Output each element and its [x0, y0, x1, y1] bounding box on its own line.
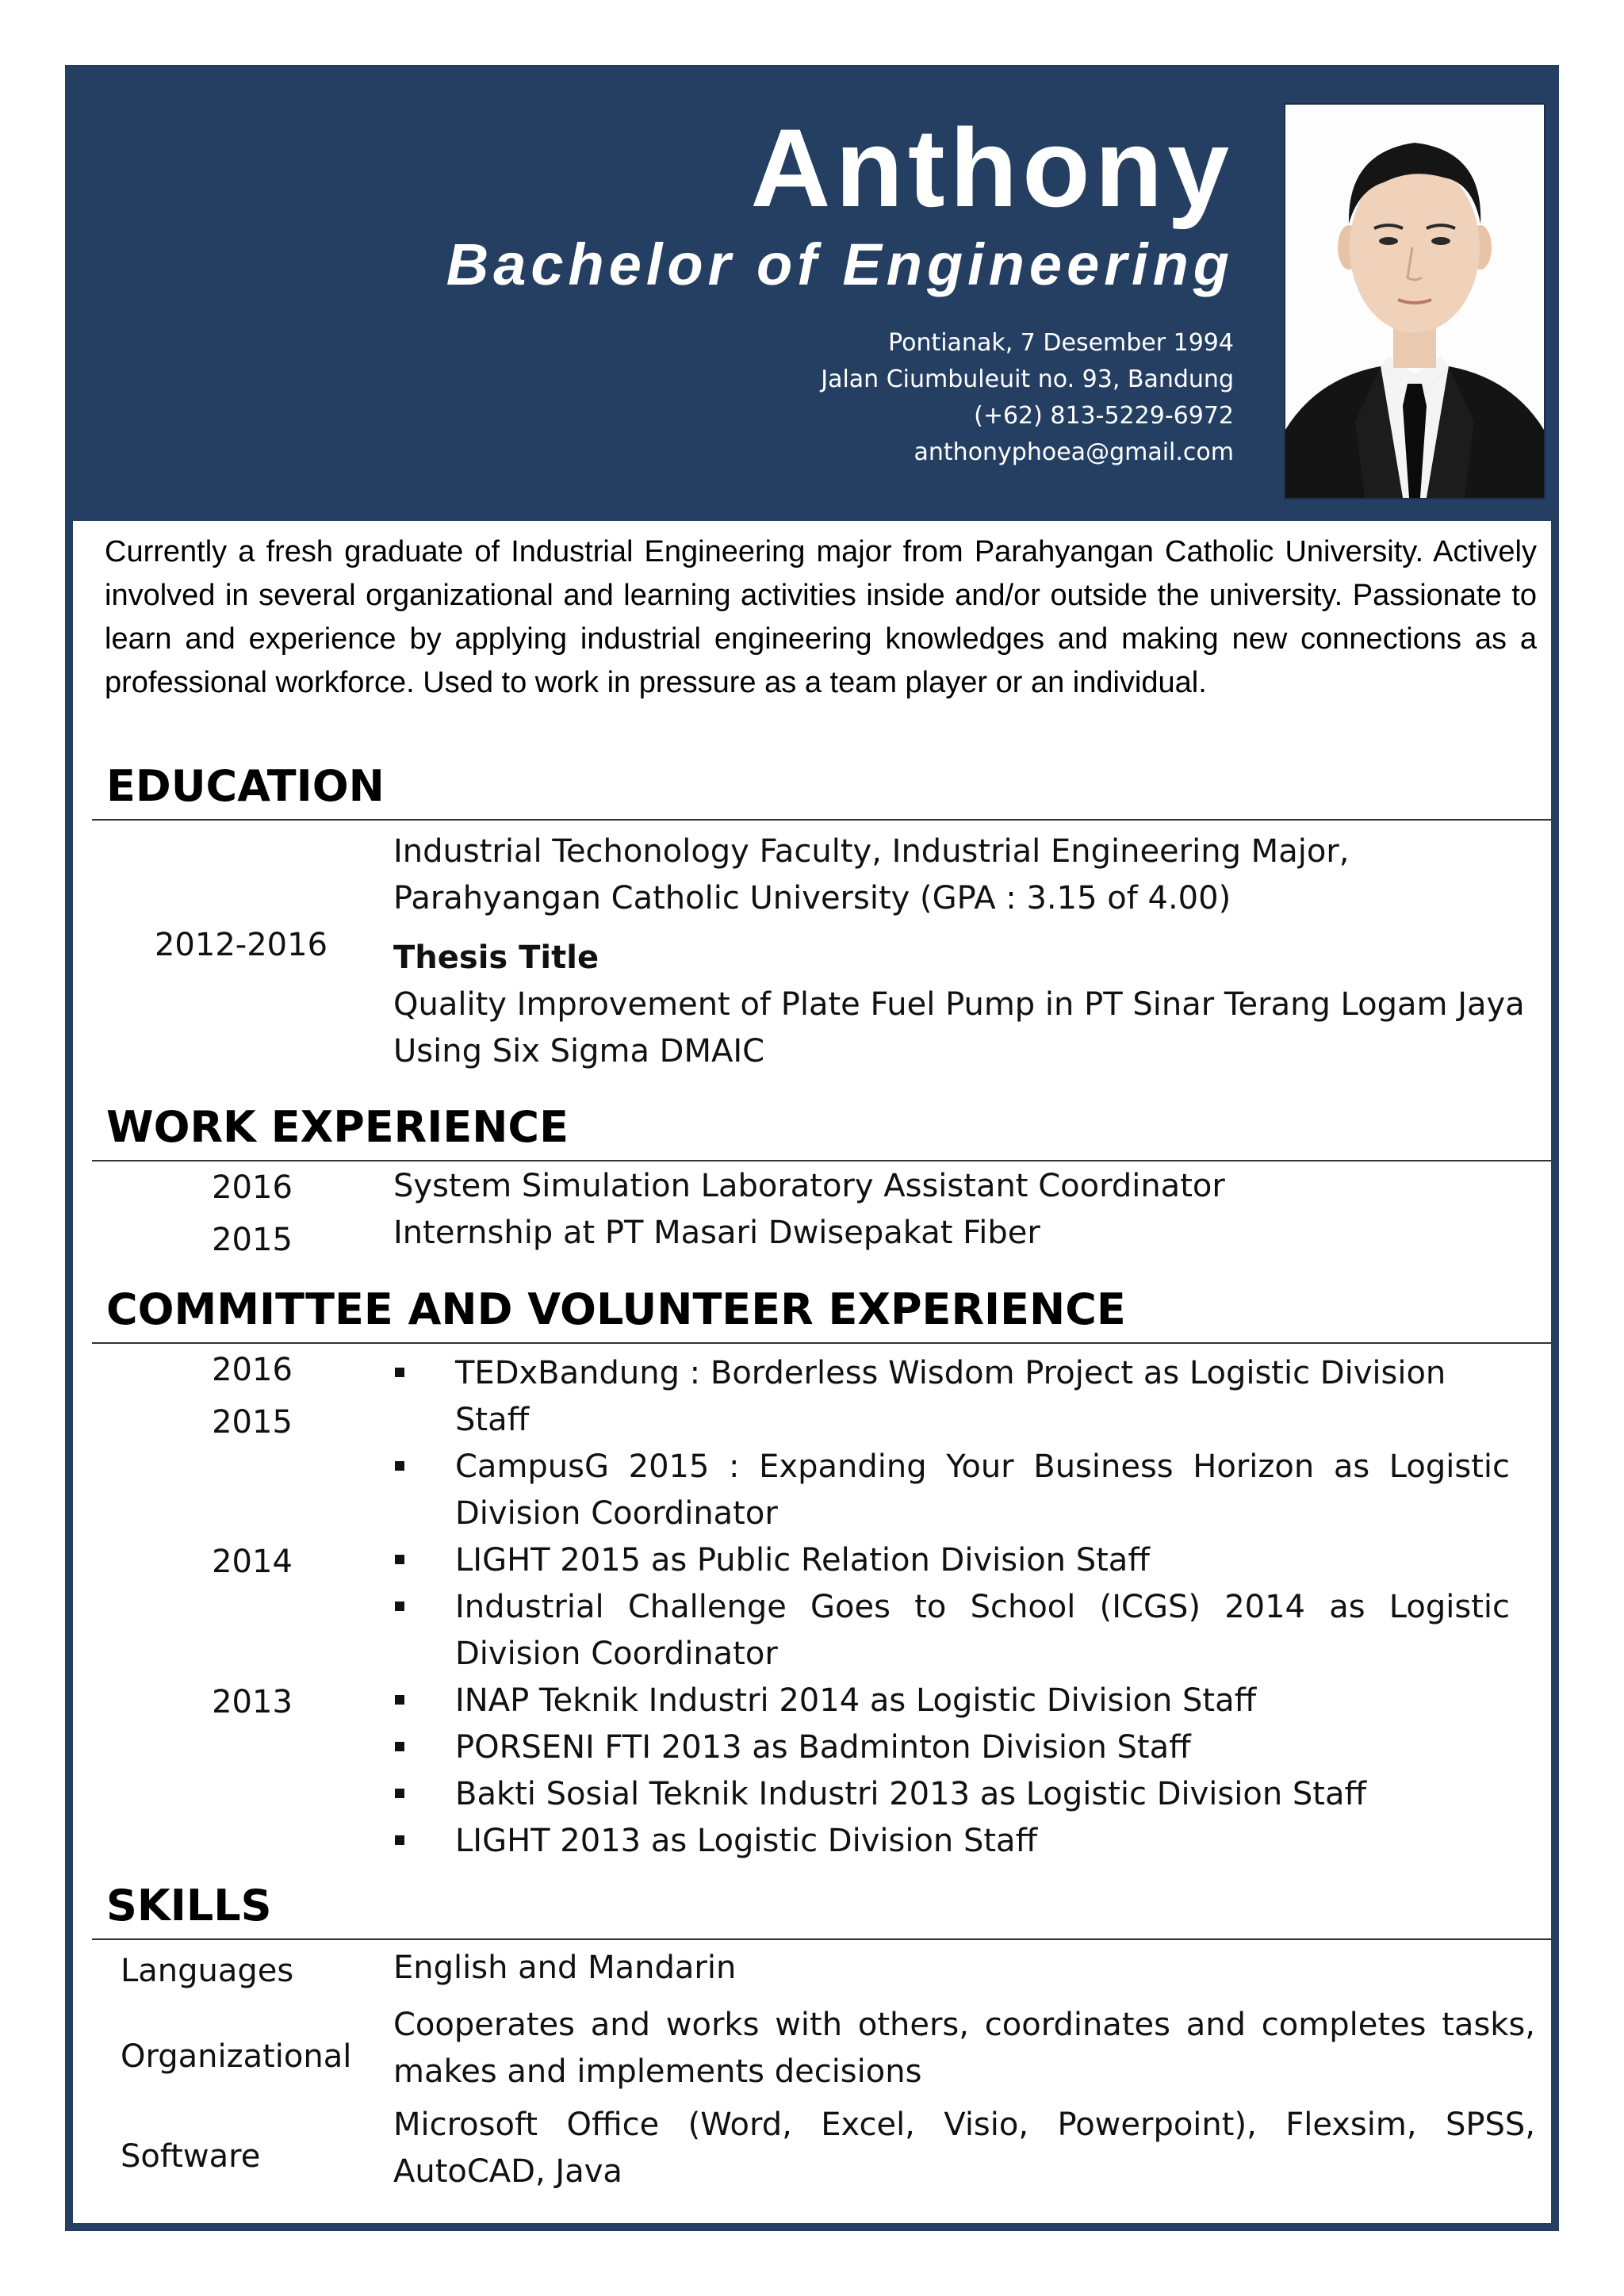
- skill-label-software: Software: [121, 2138, 261, 2175]
- person-portrait-icon: [1285, 105, 1544, 498]
- candidate-degree: Bachelor of Engineering: [446, 232, 1234, 297]
- square-bullet-icon: [395, 1461, 404, 1471]
- phone: (+62) 813-5229-6972: [974, 402, 1234, 430]
- committee-year: 2016: [212, 1352, 293, 1388]
- committee-list: [395, 1350, 1510, 1865]
- list-item: Bakti Sosial Teknik Industri 2013 as Logistic Division Staff: [395, 1771, 1510, 1818]
- education-year: 2012-2016: [154, 927, 328, 963]
- skill-label-organizational: Organizational: [121, 2038, 352, 2075]
- section-title-education: EDUCATION: [106, 761, 385, 811]
- list-item: Industrial Challenge Goes to School (ICGS) 2014 as Logistic Division Coordinator: [395, 1584, 1510, 1678]
- skill-organizational: Cooperates and works with others, coordinates and completes tasks, makes and implements decisions: [393, 2007, 1535, 2090]
- list-item: LIGHT 2013 as Logistic Division Staff: [395, 1818, 1510, 1865]
- section-divider: [92, 1342, 1551, 1344]
- committee-year: 2013: [212, 1684, 293, 1720]
- section-title-skills: SKILLS: [106, 1881, 272, 1931]
- list-item: LIGHT 2015 as Public Relation Division Staff: [395, 1537, 1510, 1584]
- square-bullet-icon: [395, 1789, 404, 1798]
- skill-label-languages: Languages: [121, 1953, 294, 1989]
- resume-frame: [65, 65, 1559, 2231]
- square-bullet-icon: [395, 1835, 404, 1845]
- square-bullet-icon: [395, 1742, 404, 1751]
- work-year: 2015: [212, 1222, 293, 1258]
- profile-photo: [1284, 103, 1545, 499]
- address: Jalan Ciumbuleuit no. 93, Bandung: [821, 365, 1234, 393]
- birth-info: Pontianak, 7 Desember 1994: [888, 329, 1234, 357]
- list-item: INAP Teknik Industri 2014 as Logistic Division Staff: [395, 1678, 1510, 1724]
- education-university: Parahyangan Catholic University (GPA : 3.15 of 4.00): [393, 880, 1231, 916]
- thesis-label: Thesis Title: [393, 939, 599, 976]
- profile-summary: Currently a fresh graduate of Industrial Engineering major from Parahyangan Catholic University. Actively involved in several organizational and learning activities inside and/or outside the university. Passionate to learn and experience by applying industrial engineering knowledges and making new connections as a professional workforce. Used to work in pressure as a team player or an individual.: [105, 535, 1537, 699]
- square-bullet-icon: [395, 1695, 404, 1705]
- list-item: CampusG 2015 : Expanding Your Business Horizon as Logistic Division Coordinator: [395, 1444, 1510, 1537]
- header-banner: [73, 73, 1551, 521]
- square-bullet-icon: [395, 1555, 404, 1564]
- section-divider: [92, 1938, 1551, 1940]
- committee-year: 2015: [212, 1404, 293, 1441]
- skill-software: Microsoft Office (Word, Excel, Visio, Powerpoint), Flexsim, SPSS, AutoCAD, Java: [393, 2107, 1535, 2190]
- section-title-committee: COMMITTEE AND VOLUNTEER EXPERIENCE: [106, 1284, 1126, 1334]
- section-divider: [92, 1160, 1551, 1161]
- square-bullet-icon: [395, 1368, 404, 1377]
- skill-languages: English and Mandarin: [393, 1950, 737, 1986]
- education-faculty: Industrial Techonology Faculty, Industrial Engineering Major,: [393, 833, 1350, 870]
- contact-block: [821, 325, 1234, 471]
- list-item: TEDxBandung : Borderless Wisdom Project as Logistic Division Staff: [395, 1350, 1510, 1444]
- work-item: System Simulation Laboratory Assistant Coordinator: [393, 1168, 1225, 1204]
- section-divider: [92, 819, 1551, 821]
- email: anthonyphoea@gmail.com: [914, 438, 1234, 466]
- square-bullet-icon: [395, 1601, 404, 1611]
- work-year: 2016: [212, 1169, 293, 1206]
- thesis-title-line1: Quality Improvement of Plate Fuel Pump in PT Sinar Terang Logam Jaya: [393, 986, 1525, 1023]
- thesis-title-line2: Using Six Sigma DMAIC: [393, 1033, 765, 1070]
- committee-year: 2014: [212, 1544, 293, 1580]
- candidate-name: Anthony: [750, 105, 1234, 230]
- work-item: Internship at PT Masari Dwisepakat Fiber: [393, 1215, 1040, 1251]
- list-item: PORSENI FTI 2013 as Badminton Division Staff: [395, 1724, 1510, 1771]
- section-title-work: WORK EXPERIENCE: [106, 1102, 569, 1152]
